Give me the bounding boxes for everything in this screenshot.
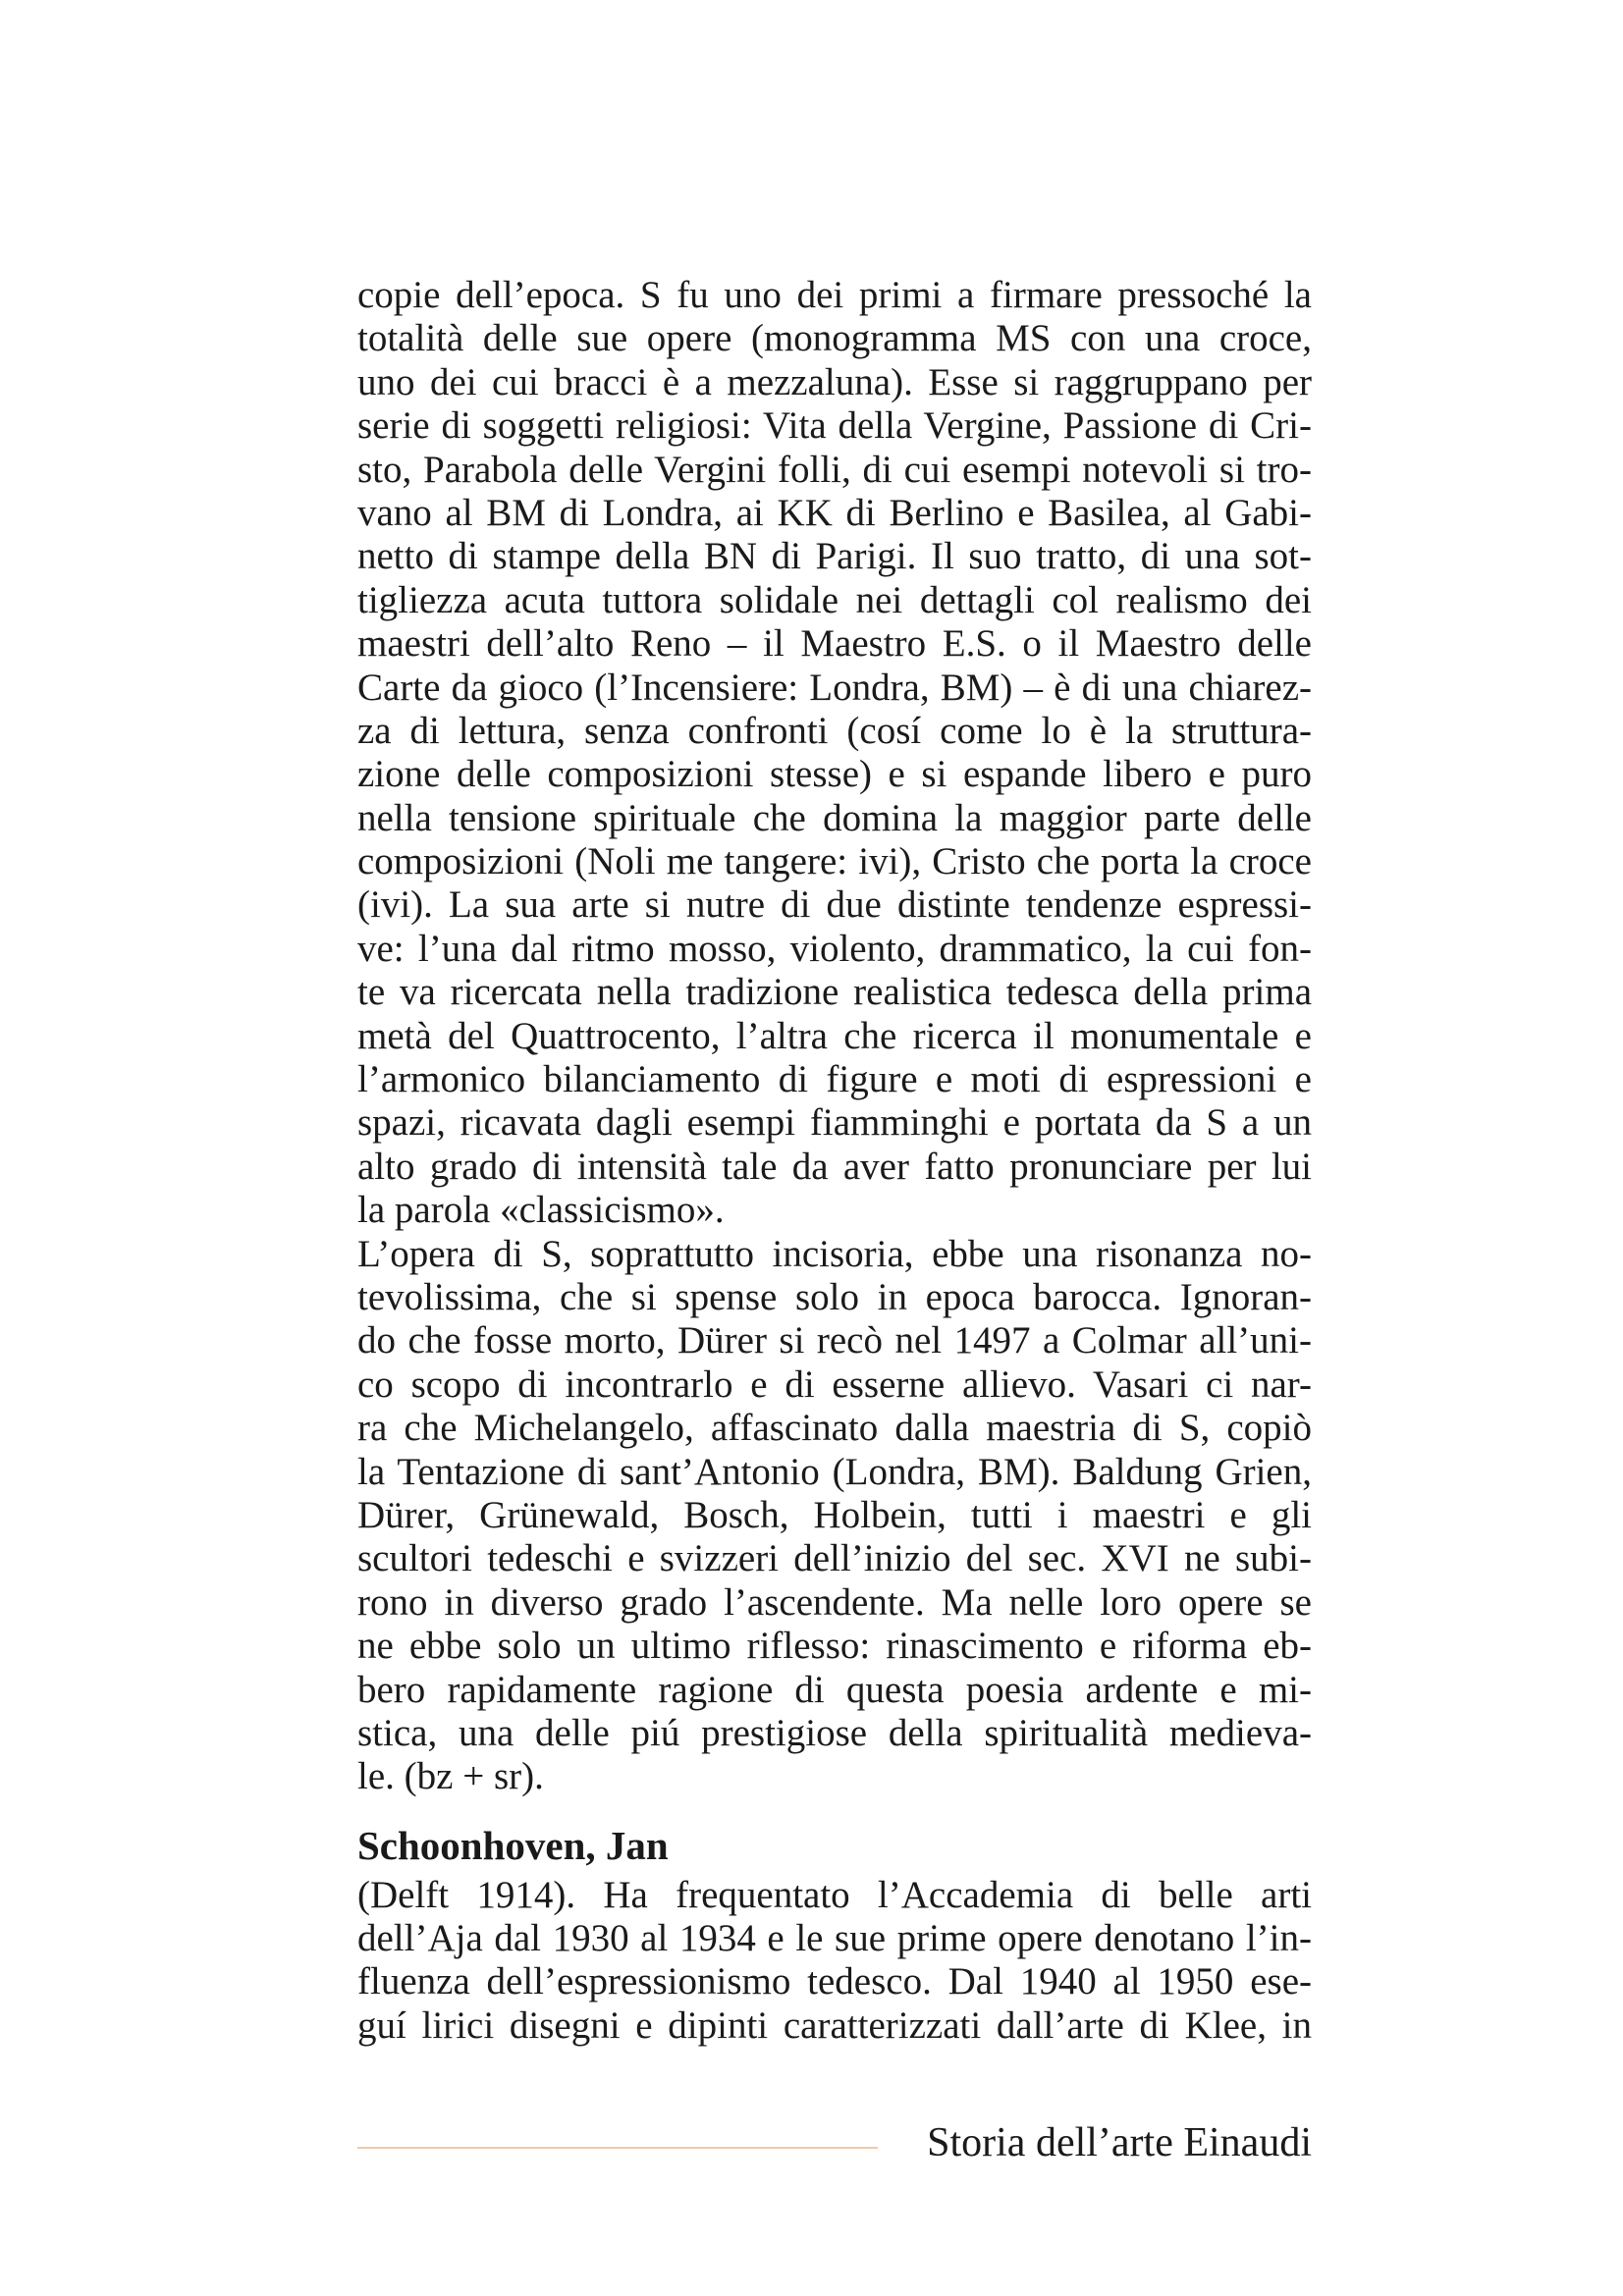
text-line: L’opera di S, soprattutto incisoria, ebbe una risonanza no- xyxy=(357,1232,1312,1275)
text-line: composizioni (Noli me tangere: ivi), Cristo che porta la croce xyxy=(357,840,1312,883)
text-line: la Tentazione di sant’Antonio (Londra, BM). Baldung Grien, xyxy=(357,1450,1312,1493)
text-line: do che fosse morto, Dürer si recò nel 1497 a Colmar all’uni- xyxy=(357,1319,1312,1362)
text-line: fluenza dell’espressionismo tedesco. Dal 1940 al 1950 ese- xyxy=(357,1960,1312,2003)
text-line: spazi, ricavata dagli esempi fiamminghi e portata da S a un xyxy=(357,1101,1312,1145)
text-line: maestri dell’alto Reno – il Maestro E.S. o il Maestro delle xyxy=(357,622,1312,666)
entry-heading: Schoonhoven, Jan xyxy=(357,1822,669,1868)
text-line: guí lirici disegni e dipinti caratterizzati dall’arte di Klee, in xyxy=(357,2003,1312,2047)
text-line: alto grado di intensità tale da aver fatto pronunciare per lui xyxy=(357,1145,1312,1188)
text-line: le. (bz + sr). xyxy=(357,1755,544,1798)
text-line: sto, Parabola delle Vergini folli, di cui esempi notevoli si tro- xyxy=(357,448,1312,491)
text-line: tigliezza acuta tuttora solidale nei dettagli col realismo dei xyxy=(357,578,1312,621)
text-line: uno dei cui bracci è a mezzaluna). Esse si raggruppano per xyxy=(357,360,1312,403)
text-line: ne ebbe solo un ultimo riflesso: rinascimento e riforma eb- xyxy=(357,1625,1312,1668)
text-line: (ivi). La sua arte si nutre di due distinte tendenze espressi- xyxy=(357,883,1312,927)
main-text-block xyxy=(357,274,1312,2048)
text-line: Carte da gioco (l’Incensiere: Londra, BM) – è di una chiarez- xyxy=(357,666,1312,709)
text-line: metà del Quattrocento, l’altra che ricerca il monumentale e xyxy=(357,1014,1312,1057)
text-line: serie di soggetti religiosi: Vita della Vergine, Passione di Cri- xyxy=(357,404,1312,448)
text-line: te va ricercata nella tradizione realistica tedesca della prima xyxy=(357,971,1312,1014)
text-line: za di lettura, senza confronti (cosí come lo è la struttura- xyxy=(357,709,1312,752)
text-line: l’armonico bilanciamento di figure e moti di espressioni e xyxy=(357,1058,1312,1101)
text-line: scultori tedeschi e svizzeri dell’inizio del sec. XVI ne subi- xyxy=(357,1537,1312,1580)
text-line: netto di stampe della BN di Parigi. Il suo tratto, di una sot- xyxy=(357,535,1312,578)
entry-body-continued xyxy=(357,274,1312,1799)
text-line: ve: l’una dal ritmo mosso, violento, drammatico, la cui fon- xyxy=(357,927,1312,970)
text-line: totalità delle sue opere (monogramma MS con una croce, xyxy=(357,317,1312,360)
text-line: la parola «classicismo». xyxy=(357,1189,725,1232)
text-line: rono in diverso grado l’ascendente. Ma nelle loro opere se xyxy=(357,1580,1312,1624)
text-line: tevolissima, che si spense solo in epoca barocca. Ignoran- xyxy=(357,1275,1312,1318)
text-line: co scopo di incontrarlo e di esserne allievo. Vasari ci nar- xyxy=(357,1362,1312,1406)
text-line: nella tensione spirituale che domina la maggior parte delle xyxy=(357,796,1312,839)
text-line: stica, una delle piú prestigiose della spiritualità medieva- xyxy=(357,1711,1312,1754)
entry-body xyxy=(357,1874,1312,2049)
text-line: vano al BM di Londra, ai KK di Berlino e Basilea, al Gabi- xyxy=(357,491,1312,534)
text-line: dell’Aja dal 1930 al 1934 e le sue prime opere denotano l’in- xyxy=(357,1917,1312,1960)
text-line: ra che Michelangelo, affascinato dalla maestria di S, copiò xyxy=(357,1407,1312,1450)
text-line: (Delft 1914). Ha frequentato l’Accademia di belle arti xyxy=(357,1873,1312,1916)
text-line: zione delle composizioni stesse) e si espande libero e puro xyxy=(357,753,1312,796)
text-line: bero rapidamente ragione di questa poesia ardente e mi- xyxy=(357,1668,1312,1711)
footer-title: Storia dell’arte Einaudi xyxy=(927,2120,1312,2165)
text-line: copie dell’epoca. S fu uno dei primi a firmare pressoché la xyxy=(357,274,1312,316)
text-line: Dürer, Grünewald, Bosch, Holbein, tutti i maestri e gli xyxy=(357,1493,1312,1536)
footer-rule xyxy=(357,2147,878,2149)
